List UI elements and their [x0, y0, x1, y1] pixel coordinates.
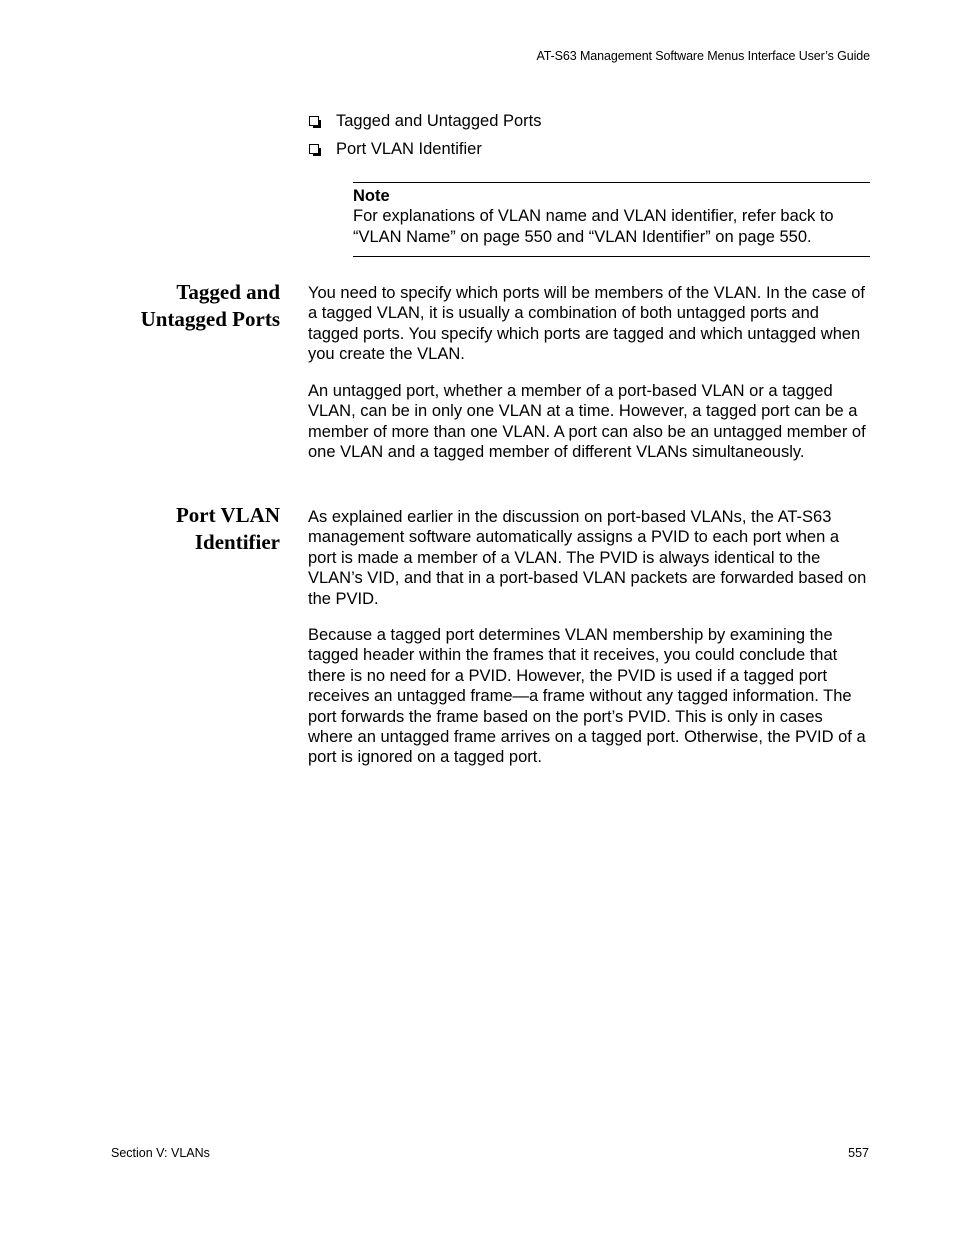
footer-page-number: 557	[848, 1146, 869, 1160]
body-paragraph: Because a tagged port determines VLAN membership by examining the tagged header within the frames that it receives, you could conclude that there is no need for a PVID. However, the PVID is used if a tagged port receives an untagged frame—a frame without any tagged information. The port forwards the frame based on the port’s PVID. This is only in cases where an untagged frame arrives on a tagged port. Otherwise, the PVID of a port is ignored on a tagged port.	[308, 626, 866, 767]
section-heading-port-vlan-identifier	[100, 502, 280, 555]
heading-line: Identifier	[194, 529, 280, 554]
note-title: Note	[353, 187, 390, 205]
list-item	[308, 107, 870, 135]
body-paragraph: You need to specify which ports will be members of the VLAN. In the case of a tagged VLAN, it is usually a combination of both untagged ports and tagged ports. You specify which ports are tagged and which untagged when you create the VLAN.	[308, 284, 866, 364]
running-header: AT-S63 Management Software Menus Interface User’s Guide	[536, 49, 870, 63]
checkbox-bullet-icon	[309, 116, 319, 126]
section-heading-tagged-untagged-ports	[100, 279, 280, 332]
body-paragraph: An untagged port, whether a member of a port-based VLAN or a tagged VLAN, can be in only one VLAN at a time. However, a tagged port can be a member of more than one VLAN. A port can also be an untagged member of one VLAN and a tagged member of different VLANs simultaneously.	[308, 382, 866, 462]
bullet-text: Port VLAN Identifier	[336, 139, 482, 158]
heading-line: Untagged Ports	[140, 306, 280, 331]
note-text: For explanations of VLAN name and VLAN identifier, refer back to “VLAN Name” on page 550 and “VLAN Identifier” on page 550.	[353, 207, 834, 246]
checkbox-bullet-icon	[309, 144, 319, 154]
footer-section-label: Section V: VLANs	[111, 1146, 210, 1160]
heading-line: Port VLAN	[175, 503, 280, 527]
body-paragraph: As explained earlier in the discussion on port-based VLANs, the AT-S63 management software automatically assigns a PVID to each port when a port is made a member of a VLAN. The PVID is always identical to the VLAN’s VID, and that in a port-based VLAN packets are forwarded based on the PVID.	[308, 508, 867, 608]
heading-line: Tagged and	[176, 280, 280, 304]
topic-bullet-list	[308, 107, 870, 163]
list-item	[308, 135, 870, 163]
bullet-text: Tagged and Untagged Ports	[336, 111, 542, 130]
note-box	[353, 182, 870, 257]
